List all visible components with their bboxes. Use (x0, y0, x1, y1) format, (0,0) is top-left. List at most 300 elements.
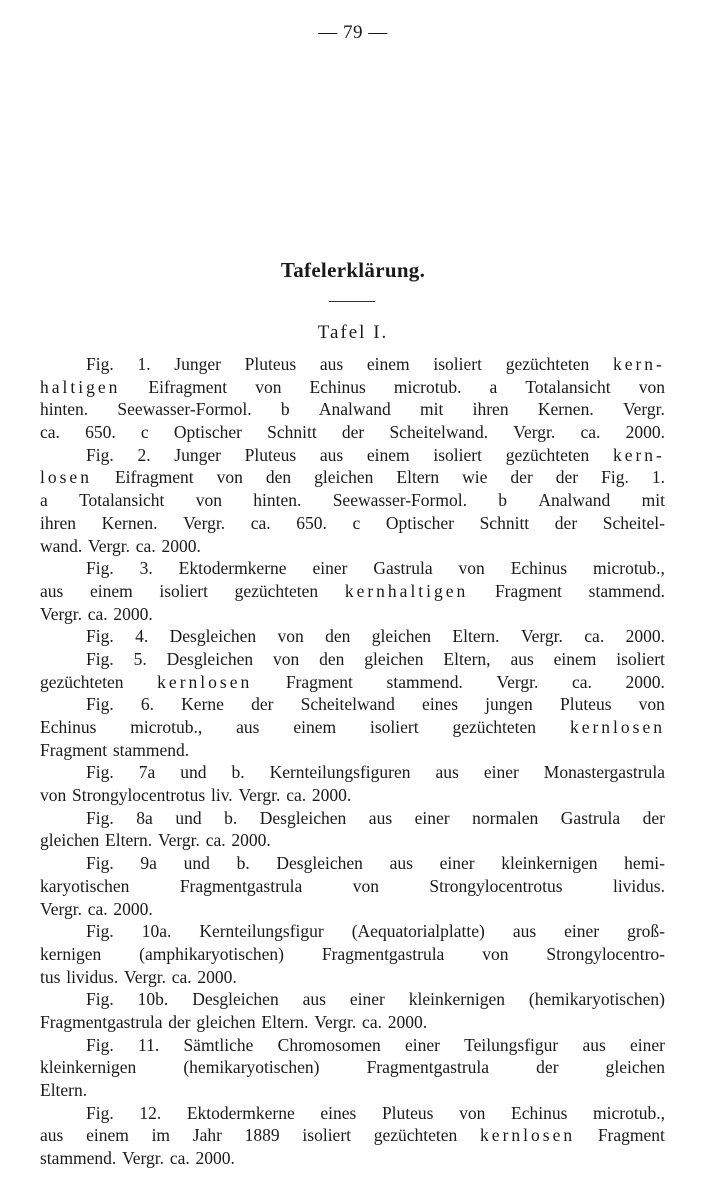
legend-text: einer (564, 921, 600, 942)
legend-word (139, 761, 156, 784)
legend-text: Eltern. (261, 1011, 309, 1032)
legend-text: 650. (296, 512, 327, 533)
legend-word (184, 852, 210, 875)
legend-word (40, 489, 48, 512)
legend-text: 2. (137, 444, 151, 465)
legend-word (286, 784, 306, 807)
legend-word (606, 1056, 665, 1079)
legend-word (115, 466, 194, 489)
spaced-emphasis-text: kernlosen (569, 717, 665, 737)
legend-word (374, 1124, 458, 1147)
legend-word (40, 421, 60, 444)
legend-word (86, 444, 114, 467)
legend-text: Scheitelwand. (389, 422, 489, 443)
legend-word (544, 761, 665, 784)
legend-word (130, 716, 202, 739)
legend-text: einer (630, 1034, 665, 1055)
legend-word (148, 376, 227, 399)
legend-line (40, 875, 665, 898)
legend-word (433, 353, 482, 376)
legend-word (495, 580, 562, 603)
legend-text: a (489, 376, 498, 397)
legend-text: eines (422, 694, 459, 715)
legend-word (122, 1147, 164, 1170)
legend-word (183, 1034, 253, 1057)
legend-word (180, 761, 206, 784)
legend-word (320, 353, 343, 376)
legend-word (546, 943, 665, 966)
legend-text: von (458, 558, 485, 579)
legend-word (496, 671, 538, 694)
legend-word (459, 1102, 485, 1125)
legend-word (40, 784, 66, 807)
legend-text: Fig. (86, 921, 114, 942)
legend-text: Echinus (510, 558, 568, 579)
legend-text: b. (231, 762, 245, 783)
legend-text: 10b. (137, 989, 169, 1010)
legend-text: 1. (651, 467, 665, 488)
legend-word (593, 1102, 665, 1125)
legend-word (86, 852, 114, 875)
legend-word (161, 535, 200, 558)
legend-text: Kernteilungsfiguren (269, 762, 411, 783)
legend-word (138, 988, 169, 1011)
legend-text: isoliert (369, 717, 419, 737)
legend-text: der (536, 1057, 559, 1078)
legend-line (40, 603, 665, 626)
legend-text: Strongylocentrotus (72, 785, 206, 806)
legend-text: Fragmentgastrula (179, 875, 303, 896)
legend-line (40, 1011, 665, 1034)
legend-text: der (555, 467, 579, 488)
legend-word (113, 898, 152, 921)
legend-text: aus (582, 1034, 606, 1055)
legend-line (40, 376, 665, 399)
legend-text: ca. (169, 1148, 190, 1169)
legend-text: Sämtliche (183, 1034, 254, 1055)
legend-word (267, 421, 317, 444)
legend-word (251, 512, 271, 535)
legend-text: einem (86, 1125, 129, 1146)
legend-word (286, 671, 353, 694)
legend-line (40, 444, 665, 467)
legend-word (86, 625, 114, 648)
legend-text: Eltern. (452, 626, 500, 647)
legend-text: karyotischen (40, 875, 130, 896)
legend-word (603, 512, 665, 535)
legend-word (245, 1124, 280, 1147)
legend-text: Kerne (181, 694, 224, 715)
legend-text: hinten. (40, 399, 89, 420)
legend-text: den (265, 467, 292, 488)
legend-word (626, 625, 665, 648)
figure-legend (40, 353, 665, 1170)
legend-word (168, 1011, 190, 1034)
legend-word (172, 966, 192, 989)
legend-word (580, 421, 600, 444)
legend-word (88, 603, 108, 626)
legend-text: ihren (40, 512, 76, 533)
legend-word (538, 489, 610, 512)
legend-word (626, 421, 665, 444)
legend-word (352, 920, 485, 943)
spaced-emphasis-text: losen (40, 467, 92, 488)
legend-text: 2000. (195, 1148, 235, 1169)
legend-word (237, 852, 250, 875)
legend-text: 12. (139, 1102, 162, 1123)
legend-text: von (482, 943, 509, 964)
legend-word (260, 807, 347, 830)
legend-word (556, 466, 578, 489)
legend-word (86, 557, 114, 580)
legend-word (561, 807, 620, 830)
legend-text: der (341, 422, 365, 443)
legend-word (510, 648, 533, 671)
legend-word (387, 671, 463, 694)
legend-text: Schnitt (267, 422, 317, 443)
legend-word (206, 829, 226, 852)
legend-text: Vergr. (520, 626, 563, 647)
legend-word (137, 444, 150, 467)
legend-word (314, 466, 373, 489)
legend-text: gleichen (605, 1057, 665, 1078)
legend-text: gezüchteten (505, 354, 590, 374)
legend-word (642, 489, 665, 512)
legend-text: Vergr. (40, 603, 82, 624)
legend-word (231, 829, 270, 852)
legend-word (462, 466, 487, 489)
legend-word (420, 398, 443, 421)
legend-word (86, 353, 114, 376)
legend-word (175, 807, 201, 830)
legend-word (386, 512, 454, 535)
legend-text: von (638, 694, 665, 715)
legend-word (40, 943, 101, 966)
legend-text: Eifragment (114, 467, 194, 488)
legend-word (66, 966, 118, 989)
legend-word (613, 353, 665, 376)
legend-word (513, 421, 555, 444)
legend-word (40, 535, 82, 558)
legend-word (113, 603, 152, 626)
legend-text: Vergr. (88, 535, 131, 556)
legend-word (253, 489, 301, 512)
legend-word (86, 988, 114, 1011)
legend-text: von (255, 376, 282, 397)
legend-text: Fig. (601, 467, 629, 488)
legend-text: Vergr. (622, 399, 665, 420)
legend-word (589, 580, 665, 603)
legend-word (137, 353, 150, 376)
legend-text: Fig. (86, 694, 114, 715)
legend-word (353, 512, 361, 535)
legend-word (86, 1124, 129, 1147)
legend-word (86, 920, 114, 943)
legend-text: 6. (140, 694, 155, 715)
legend-text: Kernen. (101, 512, 158, 533)
legend-word (273, 648, 299, 671)
legend-word (369, 807, 392, 830)
legend-line (40, 512, 665, 535)
legend-text: Fragment (494, 580, 563, 601)
legend-word (86, 807, 114, 830)
legend-word (139, 1102, 161, 1125)
legend-word (511, 557, 567, 580)
legend-text: b. (224, 807, 238, 828)
legend-text: mit (420, 399, 444, 420)
legend-word (72, 784, 205, 807)
legend-line (40, 966, 665, 989)
legend-text: lividus. (66, 966, 119, 987)
legend-text: Vergr. (314, 1011, 357, 1032)
legend-word (105, 829, 152, 852)
legend-word (140, 557, 153, 580)
legend-word (235, 580, 319, 603)
legend-word (88, 535, 130, 558)
legend-word (277, 625, 303, 648)
legend-word (90, 580, 133, 603)
legend-text: 9a (140, 853, 157, 874)
legend-text: Echinus (40, 717, 97, 737)
legend-text: wand. (40, 535, 83, 556)
legend-text: ca. (286, 785, 307, 806)
legend-word (624, 852, 665, 875)
legend-word (170, 1147, 190, 1170)
legend-word (405, 1034, 440, 1057)
legend-word (373, 557, 432, 580)
legend-line (40, 671, 665, 694)
legend-text: Junger (174, 354, 221, 374)
legend-text: Vergr. (40, 898, 82, 919)
legend-line (40, 1124, 665, 1147)
legend-text: Eifragment (148, 376, 228, 397)
legend-text: Analwand (538, 490, 611, 511)
legend-text: von (638, 376, 665, 397)
spaced-emphasis-text: kern- (612, 444, 665, 465)
legend-word (293, 716, 336, 739)
legend-text: einer (404, 1034, 440, 1055)
legend-text: Fig. (86, 444, 114, 465)
legend-text: Fig. (86, 626, 114, 647)
legend-word (320, 444, 343, 467)
legend-text: isoliert (302, 1125, 352, 1146)
legend-text: aus (236, 717, 260, 737)
legend-text: 2000. (625, 422, 665, 443)
legend-text: der (168, 1011, 191, 1032)
legend-text: mit (641, 490, 665, 511)
legend-text: Strongylocentrotus (429, 875, 563, 896)
legend-text: 2000. (311, 785, 352, 806)
legend-word (506, 444, 590, 467)
legend-text: Scheitelwand (300, 694, 395, 715)
legend-text: c (140, 422, 149, 443)
legend-word (314, 1011, 356, 1034)
legend-text: 2000. (231, 830, 271, 851)
legend-word (452, 716, 536, 739)
legend-text: einem (89, 580, 133, 601)
legend-text: einer (414, 807, 450, 828)
legend-text: gleichen (40, 830, 100, 851)
legend-text: aus (512, 921, 537, 942)
legend-text: Fig. (86, 354, 114, 374)
legend-text: liv. (210, 785, 233, 806)
legend-word (490, 376, 498, 399)
legend-text: Desgleichen (276, 853, 363, 874)
legend-text: eines (320, 1102, 357, 1123)
legend-text: 2000. (161, 535, 201, 556)
legend-text: Vergr. (183, 512, 226, 533)
legend-word (319, 648, 344, 671)
legend-text: aus (510, 648, 534, 669)
page-number: — 79 — (318, 22, 388, 43)
legend-word (86, 648, 114, 671)
legend-text: Fig. (86, 853, 114, 874)
legend-text: (hemikaryotischen) (183, 1057, 320, 1078)
legend-word (40, 966, 60, 989)
legend-text: der (510, 467, 533, 488)
legend-text: Chromosomen (277, 1034, 381, 1055)
legend-word (303, 988, 326, 1011)
legend-word (281, 398, 290, 421)
legend-text: Schnitt (479, 512, 530, 533)
legend-text: stammend. (588, 580, 665, 601)
legend-word (183, 512, 225, 535)
legend-text: von (216, 467, 243, 488)
legend-text: ihren (472, 399, 509, 420)
legend-word (136, 807, 153, 830)
legend-word (626, 671, 665, 694)
spaced-emphasis-text: kern- (612, 354, 665, 374)
legend-text: gleichen (364, 648, 424, 669)
legend-line (40, 353, 665, 376)
legend-word (174, 421, 242, 444)
legend-text: kernigen (40, 943, 102, 964)
legend-text: 2000. (113, 603, 153, 624)
legend-word (236, 716, 259, 739)
legend-word (183, 1056, 319, 1079)
legend-text: einer (349, 989, 385, 1010)
spaced-emphasis-text: kernlosen (480, 1125, 576, 1146)
legend-text: und (175, 807, 202, 828)
legend-word (480, 1124, 575, 1147)
legend-text: aus (302, 989, 326, 1010)
legend-word (40, 875, 129, 898)
legend-text: gleichen (196, 1011, 256, 1032)
legend-text: Gastrula (373, 558, 433, 579)
legend-word (40, 1147, 116, 1170)
legend-text: Fig. (86, 762, 114, 783)
legend-word (652, 466, 665, 489)
legend-text: Totalansicht (79, 490, 165, 511)
legend-text: Gastrula (560, 807, 621, 828)
legend-word (325, 625, 350, 648)
legend-text: Kernen. (537, 399, 594, 420)
legend-text: der (554, 512, 578, 533)
legend-word (40, 1079, 87, 1102)
legend-word (312, 557, 347, 580)
legend-text: microtub. (393, 376, 462, 397)
legend-text: von (272, 648, 300, 669)
legend-word (473, 398, 509, 421)
legend-word (40, 739, 107, 762)
legend-text: Seewasser-Formol. (332, 490, 467, 511)
legend-word (174, 353, 221, 376)
legend-word (513, 920, 536, 943)
legend-line (40, 920, 665, 943)
legend-text: Fragmentgastrula (321, 943, 445, 964)
legend-word (251, 693, 273, 716)
legend-line (40, 648, 665, 671)
legend-word (40, 671, 124, 694)
legend-word (511, 1102, 567, 1125)
legend-word (501, 852, 597, 875)
legend-word (320, 1102, 356, 1125)
legend-text: isoliert (616, 648, 665, 669)
legend-word (480, 512, 530, 535)
legend-word (40, 829, 99, 852)
legend-text: Vergr. (157, 830, 200, 851)
legend-line (40, 693, 665, 716)
legend-word (498, 489, 507, 512)
legend-line (40, 466, 665, 489)
legend-word (142, 920, 172, 943)
legend-text: Ektodermkerne (178, 558, 287, 579)
legend-text: 11. (137, 1034, 160, 1055)
legend-word (555, 512, 577, 535)
legend-text: 5. (133, 648, 147, 669)
legend-word (616, 648, 665, 671)
legend-word (158, 829, 200, 852)
legend-word (40, 716, 96, 739)
legend-line (40, 398, 665, 421)
legend-word (593, 557, 665, 580)
legend-text: Desgleichen (192, 989, 279, 1010)
spaced-emphasis-text: kernlosen (157, 671, 253, 692)
legend-word (124, 966, 166, 989)
legend-word (140, 852, 157, 875)
legend-word (135, 625, 148, 648)
legend-word (630, 1034, 665, 1057)
legend-word (312, 784, 351, 807)
legend-text: Junger (174, 444, 221, 465)
legend-text: 1. (137, 354, 151, 374)
legend-word (138, 1034, 159, 1057)
spaced-emphasis-text: kernhaltigen (344, 580, 469, 601)
spaced-emphasis-text: haltigen (40, 376, 121, 397)
legend-word (157, 671, 252, 694)
legend-line (40, 421, 665, 444)
legend-text: Eltern (396, 467, 440, 488)
legend-word (433, 444, 482, 467)
legend-word (582, 1034, 605, 1057)
legend-word (623, 398, 665, 421)
legend-word (224, 807, 237, 830)
legend-word (152, 1124, 170, 1147)
legend-line (40, 1034, 665, 1057)
legend-word (350, 988, 385, 1011)
legend-word (342, 421, 364, 444)
legend-line (40, 988, 665, 1011)
legend-word (245, 353, 297, 376)
legend-word (362, 1011, 382, 1034)
legend-text: und (180, 762, 207, 783)
legend-text: gezüchteten (40, 671, 124, 692)
legend-word (187, 1102, 295, 1125)
legend-text: einem (553, 648, 597, 669)
legend-text: Pluteus (244, 444, 297, 465)
legend-text: Pluteus (381, 1102, 434, 1123)
legend-word (538, 398, 594, 421)
